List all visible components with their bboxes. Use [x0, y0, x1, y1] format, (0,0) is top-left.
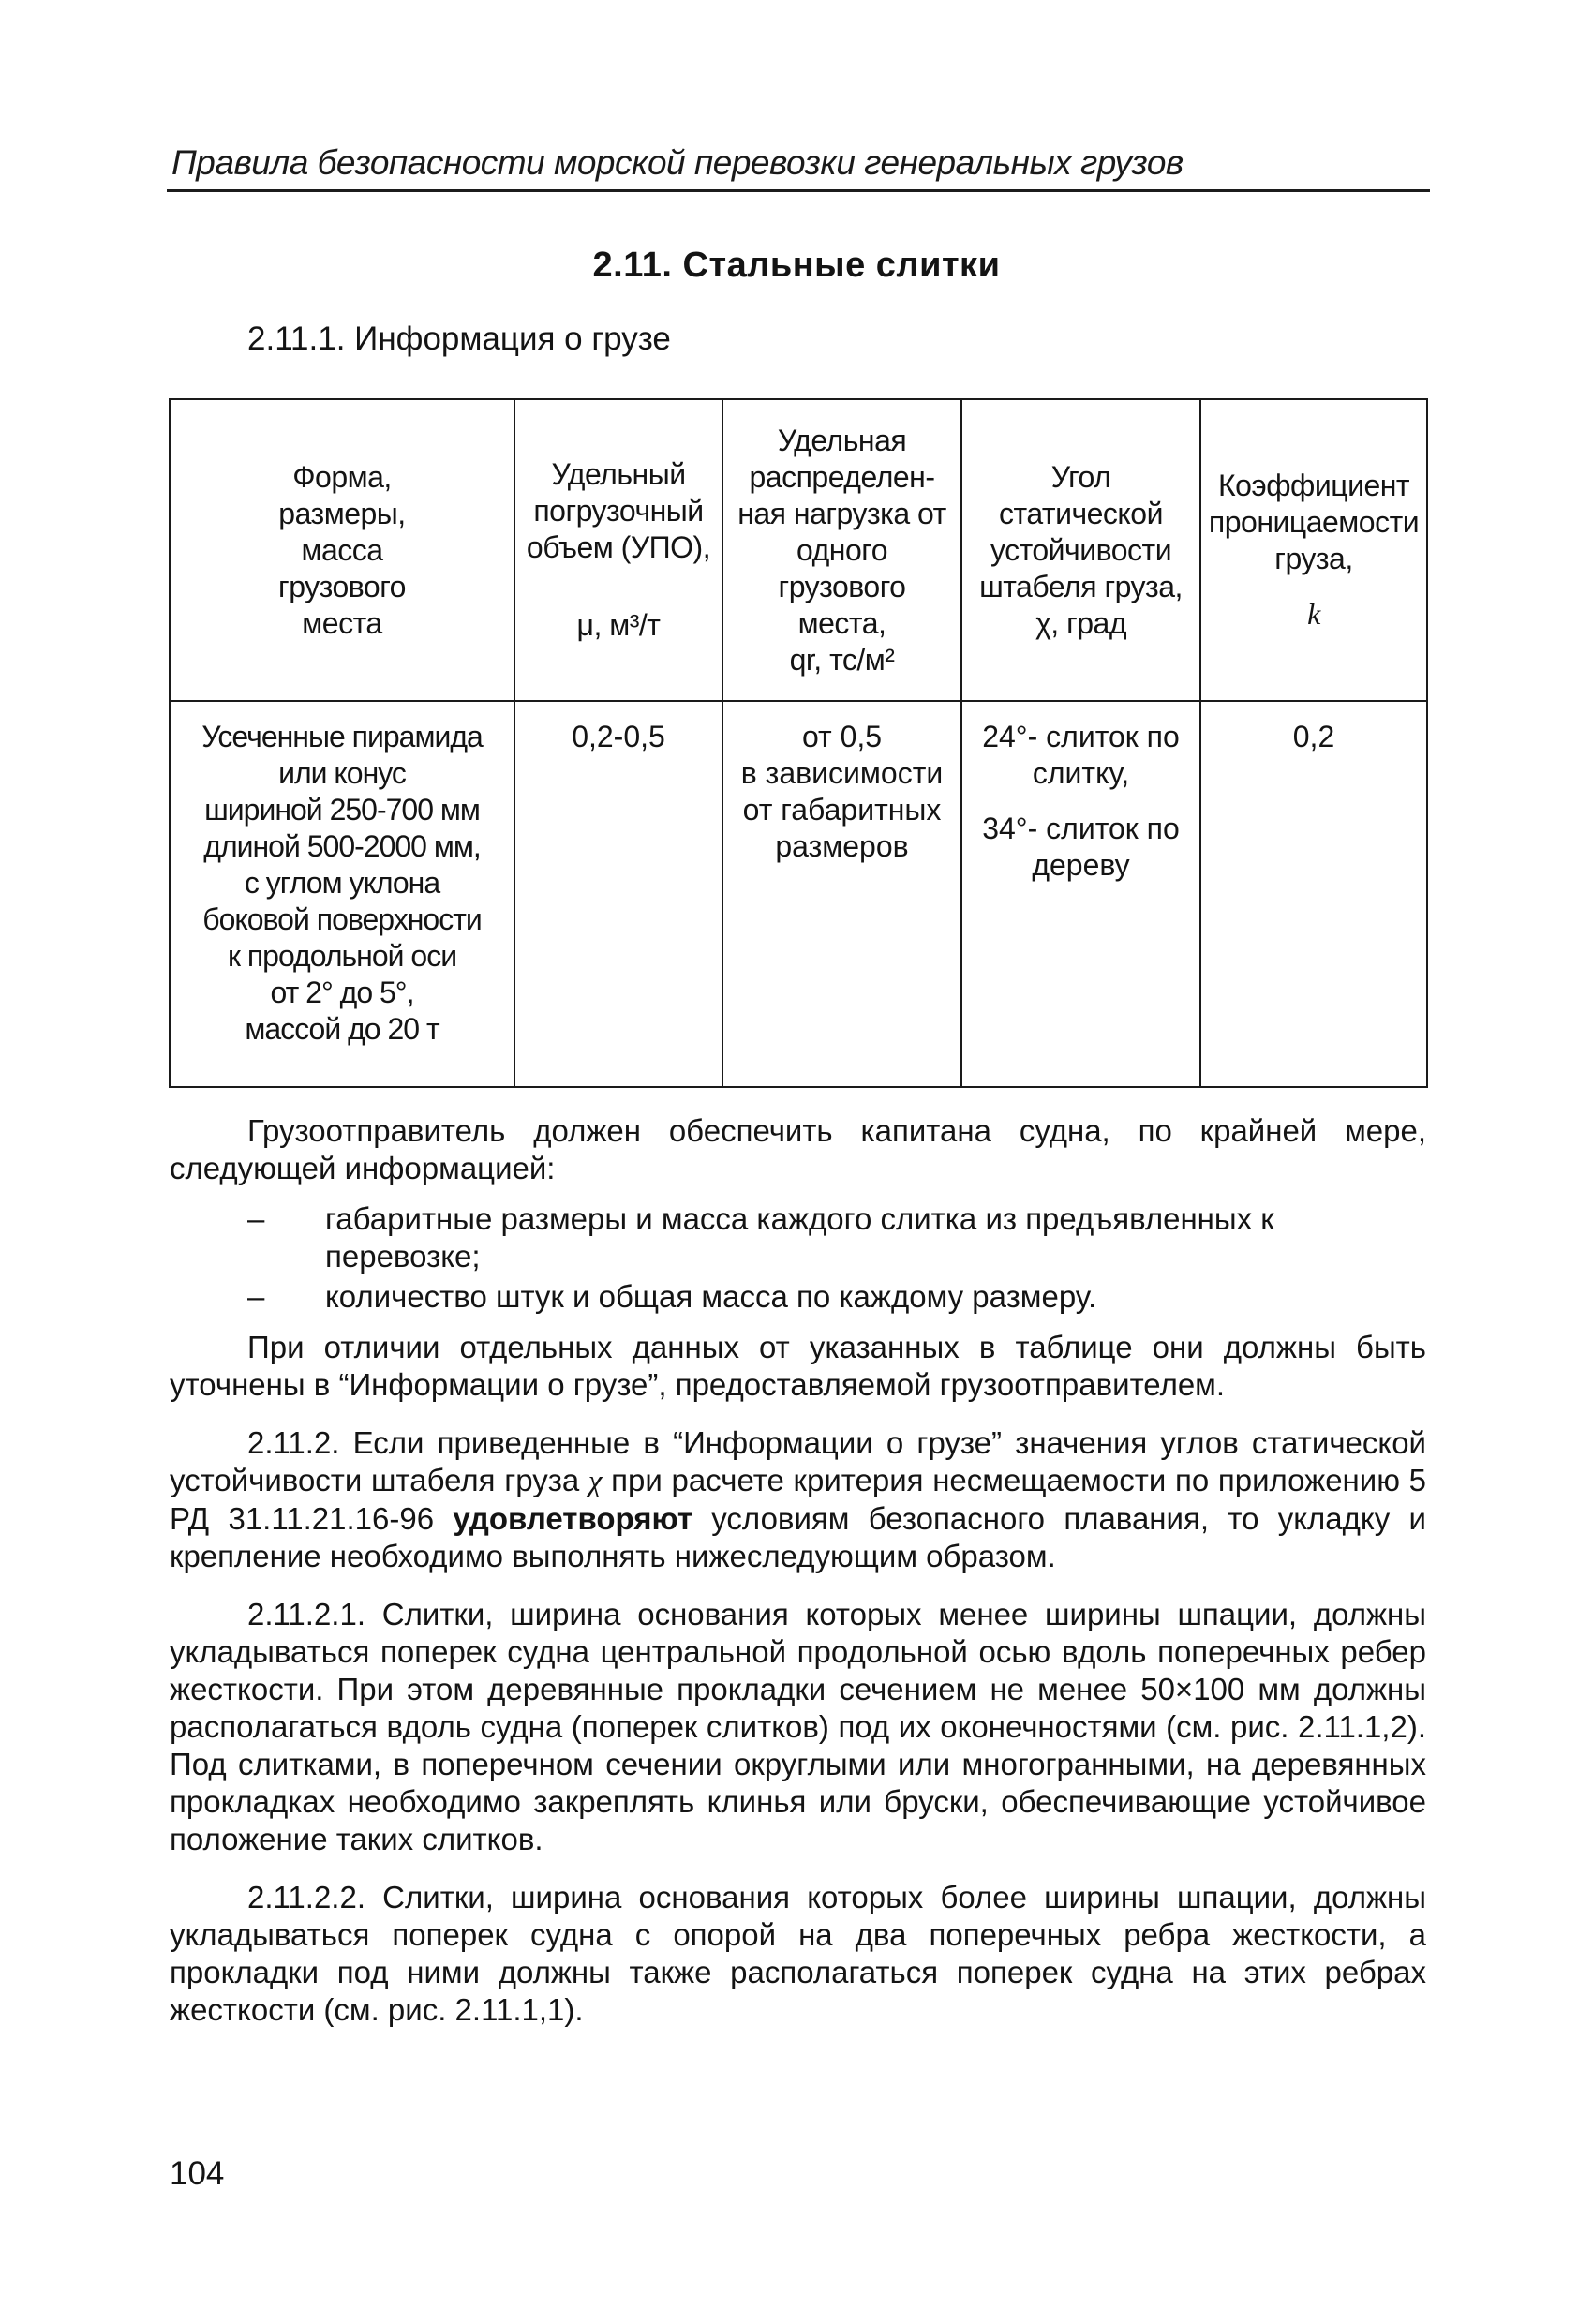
chi-symbol: χ — [588, 1465, 603, 1498]
header-angle: Угол статической устойчивости штабеля груза, χ, град — [961, 399, 1200, 701]
emphasis-text: удовлетворяют — [453, 1501, 692, 1536]
paragraph-2-11-2-2: 2.11.2.2. Слитки, ширина основания которых более ширины шпации, должны укладываться поперек судна с опорой на два поперечных ребра жесткости, а прокладки под ними должны также располагаться поперек судна на этих ребрах жесткости (см. рис. 2.11.1,1). — [170, 1880, 1426, 2027]
table-header-row — [170, 399, 1427, 701]
note-paragraph: При отличии отдельных данных от указанных в таблице они должны быть уточнены в “Информации о грузе”, предоставляемой грузоотправителем. — [170, 1330, 1426, 1402]
section-title: 2.11. Стальные слитки — [592, 246, 1001, 285]
header-rule — [167, 189, 1430, 192]
paragraph-2-11-2: 2.11.2. Если приведенные в “Информации о грузе” значения углов статической устойчивости штабеля груза χ при расчете критерия несмещаемости по приложению 5 РД 31.11.21.16-96 удовлетворяют условиям безопасного плавания, то укладку и крепление необходимо выполнять нижеследующим образом. — [170, 1425, 1427, 1573]
cargo-info-table — [169, 398, 1428, 1088]
list-item: – габаритные размеры и масса каждого слитка из предъявленных к перевозке; — [247, 1201, 1274, 1274]
upo-unit: μ, м³/т — [576, 608, 661, 642]
header-load: Удельная распределен- ная нагрузка от одного грузового места, qr, тс/м² — [722, 399, 961, 701]
header-coefficient: Коэффициент проницаемости груза, k — [1200, 399, 1427, 701]
cell-upo: 0,2-0,5 — [514, 701, 722, 1087]
header-upo: Удельный погрузочный объем (УПО), μ, м³/т — [514, 399, 722, 701]
header-shape: Форма, размеры, масса грузового места — [170, 399, 514, 701]
cell-coefficient: 0,2 — [1200, 701, 1427, 1087]
subsection-title: 2.11.1. Информация о грузе — [247, 320, 671, 357]
paragraph-2-11-2-1: 2.11.2.1. Слитки, ширина основания которых менее ширины шпации, должны укладываться поперек судна центральной продольной осью вдоль поперечных ребер жесткости. При этом деревянные прокладки сечением не менее 50×100 мм должны располагаться вдоль судна (поперек слитков) под их оконечностями (см. рис. 2.11.1,2). Под слитками, в поперечном сечении округлыми или многогранными, на деревянных прокладках необходимо закреплять клинья или бруски, обеспечивающие устойчивое положение таких слитков. — [170, 1597, 1426, 1856]
load-unit: qr, тс/м² — [789, 642, 895, 677]
page-number: 104 — [170, 2155, 225, 2192]
running-header: Правила безопасности морской перевозки генеральных грузов — [171, 143, 1184, 182]
cell-load: от 0,5 в зависимости от габаритных размеров — [722, 701, 961, 1087]
coefficient-symbol: k — [1307, 597, 1320, 631]
list-item: – количество штук и общая масса по каждому размеру. — [247, 1279, 1097, 1314]
intro-paragraph: Грузоотправитель должен обеспечить капитана судна, по крайней мере, следующей информацией: — [170, 1113, 1426, 1185]
angle-unit: χ, град — [1035, 605, 1126, 640]
cell-shape: Усеченные пирамида или конус шириной 250-700 мм длиной 500-2000 мм, с углом уклона боковой поверхности к продольной оси от 2° до 5°, массой до 20 т — [170, 701, 514, 1087]
cell-angle: 24°- слиток по слитку, 34°- слиток по дереву — [961, 701, 1200, 1087]
table-row — [170, 701, 1427, 1087]
body-text — [170, 1112, 1426, 2029]
